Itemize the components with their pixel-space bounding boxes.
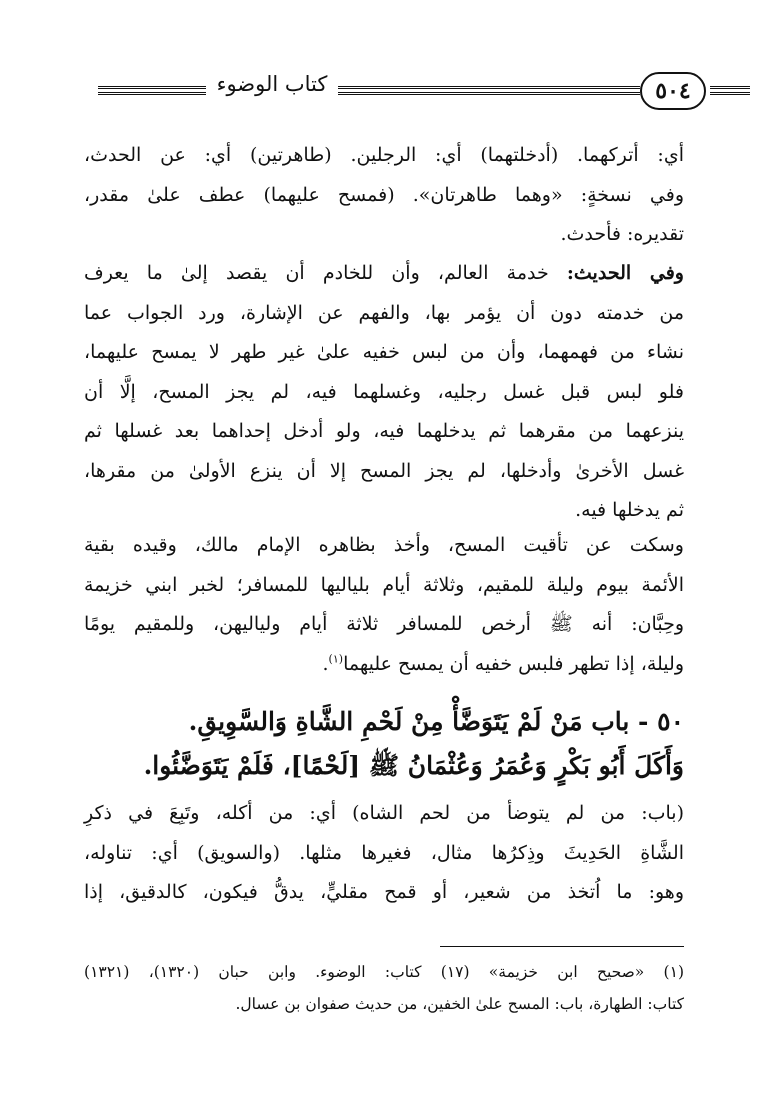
text-line: غسل الأخرىٰ وأدخلها، لم يجز المسح إلا أن ينزع الأولىٰ من مقرها، xyxy=(84,459,684,482)
chapter-subheading: وَأَكَلَ أَبُو بَكْرٍ وَعُمَرُ وَعُثْمَانُ ﷺ [لَحْمًا]، فَلَمْ يَتَوَضَّئُوا. xyxy=(143,751,684,780)
footnote-line: كتاب: الطهارة، باب: المسح علىٰ الخفين، من حديث صفوان بن عسال. xyxy=(235,995,684,1013)
text-line: الأئمة بيوم وليلة للمقيم، وثلاثة أيام بلياليها للمسافر؛ لخبر ابني خزيمة xyxy=(84,573,684,596)
text-line: ينزعهما من مقرهما ثم يدخلهما فيه، ولو أدخل إحداهما بعد غسلها ثم xyxy=(84,420,684,442)
footnote xyxy=(84,956,684,1020)
text-line-body: وليلة، إذا تطهر فلبس خفيه أن يمسح عليهما xyxy=(343,652,684,675)
paragraph-4 xyxy=(84,794,684,913)
text-line: نشاء من فهمهما، وأن من لبس خفيه علىٰ غير طهر لا يمسح عليهما، xyxy=(84,341,684,363)
text-line xyxy=(84,645,684,685)
paragraph-2 xyxy=(84,254,684,531)
book-title: كتاب الوضوء xyxy=(216,72,328,96)
footnote-reference[interactable]: (١) xyxy=(328,652,344,666)
chapter-heading-block xyxy=(84,700,684,788)
text-line: أي: أتركهما. (أدخلتهما) أي: الرجلين. (طاهرتين) أي: عن الحدث، xyxy=(84,144,684,166)
text-line: وسكت عن تأقيت المسح، وأخذ بظاهره الإمام مالك، وقيده بقية xyxy=(84,534,684,556)
text-line: من خدمته دون أن يؤمر بها، والفهم عن الإشارة، ورد الجواب عما xyxy=(84,301,684,324)
header-rule-middle xyxy=(338,86,640,95)
paragraph-1 xyxy=(84,136,684,255)
paragraph-3 xyxy=(84,526,684,684)
running-header xyxy=(70,66,698,116)
text-line: وفي نسخةٍ: «وهما طاهرتان». (فمسح عليهما) عطف علىٰ مقدر، xyxy=(84,183,684,206)
text-line: الشَّاةِ الحَدِيثَ وذِكرُها مثال، فغيرها مثلها. (والسويق) أي: تناوله، xyxy=(84,841,684,864)
text-line: وحِبَّان: أنه ﷺ أرخص للمسافر ثلاثة أيام ولياليهن، وللمقيم يومًا xyxy=(84,613,684,635)
paragraph-lead: وفي الحديث: xyxy=(566,262,684,284)
chapter-heading: ٥٠ - باب مَنْ لَمْ يَتَوَضَّأْ مِنْ لَحْمِ الشَّاةِ وَالسَّوِيقِ. xyxy=(188,707,684,736)
text-line: وهو: ما اُتخذ من شعير، أو قمح مقليٍّ، يدقُّ فيكون، كالدقيق، إذا xyxy=(84,881,684,903)
footnote-separator xyxy=(440,946,684,947)
text-line xyxy=(84,254,684,294)
text-line: (باب: من لم يتوضأ من لحم الشاه) أي: من أكله، وتَبِعَ في ذكرِ xyxy=(84,802,684,824)
header-rule-left xyxy=(98,86,206,95)
text-line: ثم يدخلها فيه. xyxy=(575,499,684,521)
footnote-line: (١) «صحيح ابن خزيمة» (١٧) كتاب: الوضوء. وابن حبان (١٣٢٠)، (١٣٢١) xyxy=(84,963,684,981)
text-line: فلو لبس قبل غسل رجليه، وغسلهما فيه، لم يجز المسح، إلَّا أن xyxy=(84,380,684,403)
text-line-end: . xyxy=(322,652,329,675)
text-line-rest: خدمة العالم، وأن للخادم أن يقصد إلىٰ ما يعرف xyxy=(84,262,567,284)
text-line: تقديره: فأحدث. xyxy=(560,223,684,245)
page-number: ٥٠٤ xyxy=(640,72,706,110)
header-rule-right xyxy=(710,86,750,95)
